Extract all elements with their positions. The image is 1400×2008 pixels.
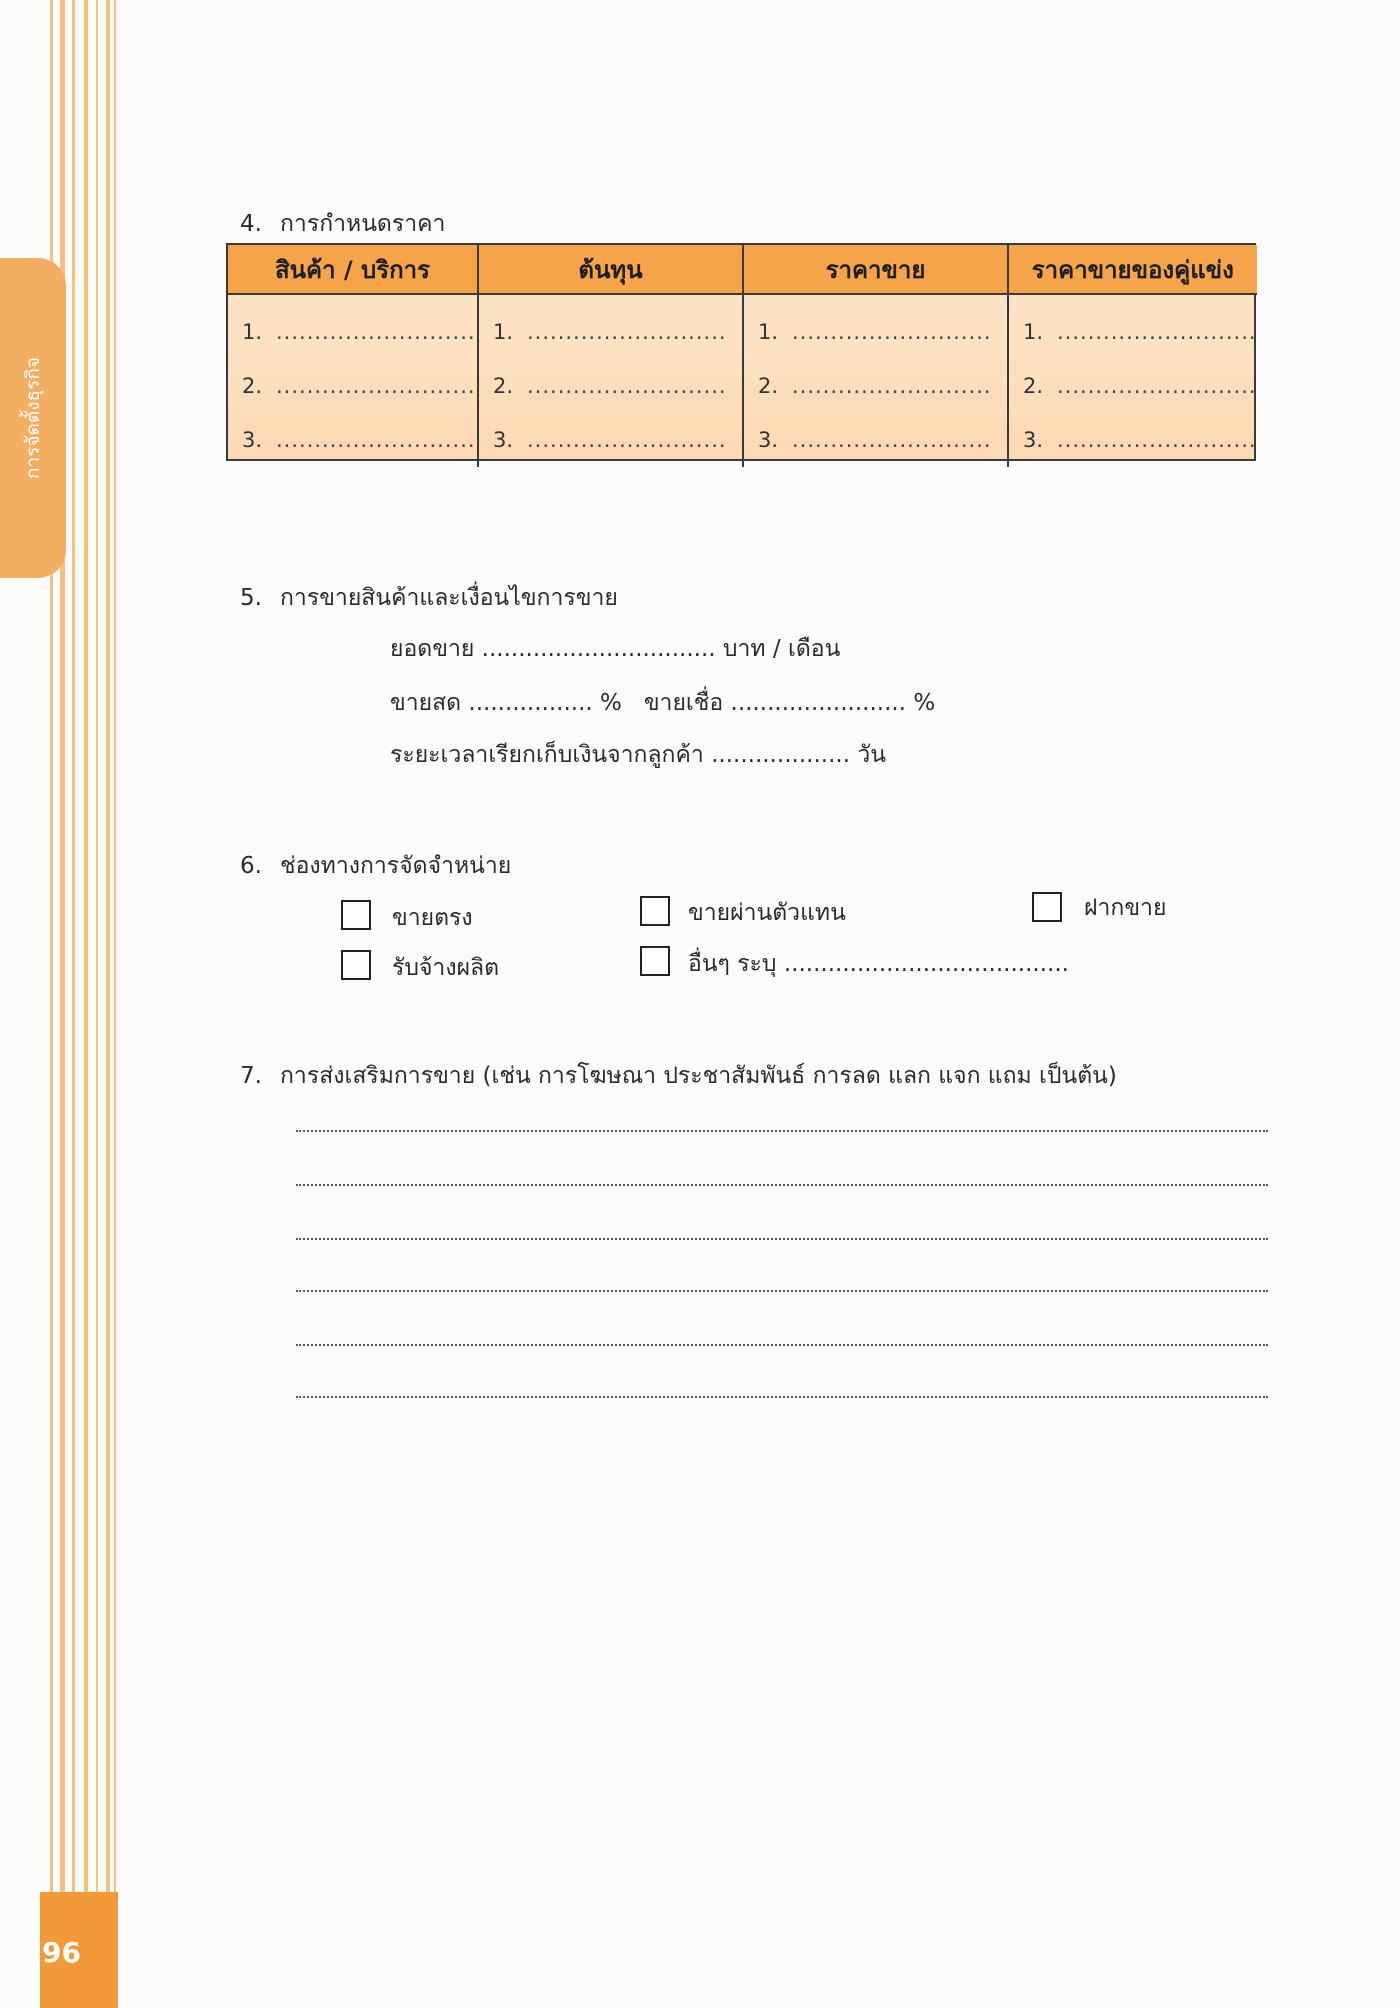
collection-blank[interactable]: ................... (711, 742, 851, 768)
table-row[interactable]: 2. .......................... (242, 374, 476, 398)
other-channel-checkbox[interactable] (640, 946, 670, 976)
column-product (228, 295, 479, 467)
collection-period-field[interactable] (390, 737, 886, 773)
column-competitor-price (1009, 295, 1257, 467)
cash-blank[interactable]: ................. (468, 690, 593, 716)
credit-percent: % (913, 690, 936, 716)
section-5-number: 5. (240, 585, 262, 611)
consignment-label: ฝากขาย (1084, 895, 1167, 921)
section-6-number: 6. (240, 853, 262, 879)
section-7-heading (240, 1058, 1117, 1094)
table-row[interactable]: 1. .......................... (758, 320, 992, 344)
section-5-heading (240, 580, 618, 616)
sales-unit: บาท / เดือน (722, 636, 841, 662)
contract-manufacturing-label: รับจ้างผลิต (392, 955, 500, 981)
consignment-checkbox[interactable] (1032, 892, 1062, 922)
page-number: 96 (42, 1936, 81, 1969)
table-row[interactable]: 3. .......................... (493, 428, 727, 452)
table-row[interactable]: 2. .......................... (493, 374, 727, 398)
column-price (744, 295, 1009, 467)
table-row[interactable]: 1. .......................... (1023, 320, 1257, 344)
table-row[interactable]: 1. .......................... (493, 320, 727, 344)
table-row[interactable]: 3. .......................... (1023, 428, 1257, 452)
promotion-answer-line[interactable] (296, 1394, 1268, 1398)
collection-unit: วัน (857, 742, 886, 768)
chapter-tab-label: การจัดตั้งธุรกิจ (22, 357, 44, 479)
credit-blank[interactable]: ........................ (730, 690, 906, 716)
section-6-title: ช่องทางการจัดจำหน่าย (280, 853, 512, 879)
pricing-table (226, 243, 1256, 461)
promotion-answer-line[interactable] (296, 1342, 1268, 1346)
promotion-answer-line[interactable] (296, 1182, 1268, 1186)
section-7-number: 7. (240, 1063, 262, 1089)
sales-blank[interactable]: ................................ (481, 636, 716, 662)
direct-sale-label: ขายตรง (392, 905, 473, 931)
contract-manufacturing-checkbox[interactable] (341, 950, 371, 980)
other-channel-blank[interactable]: ....................................... (783, 951, 1069, 977)
direct-sale-checkbox[interactable] (341, 900, 371, 930)
section-4-heading (240, 206, 445, 242)
section-5-title: การขายสินค้าและเงื่อนไขการขาย (280, 585, 618, 611)
table-row[interactable]: 3. .......................... (242, 428, 476, 452)
sales-label: ยอดขาย (390, 636, 475, 662)
section-7-title: การส่งเสริมการขาย (เช่น การโฆษณา ประชาสัมพันธ์ การลด แลก แจก แถม เป็นต้น) (280, 1063, 1117, 1089)
promotion-answer-line[interactable] (296, 1128, 1268, 1132)
section-6-heading (240, 848, 511, 884)
promotion-answer-line[interactable] (296, 1236, 1268, 1240)
cash-label: ขายสด (390, 690, 462, 716)
header-product: สินค้า / บริการ (228, 245, 479, 295)
header-cost: ต้นทุน (479, 245, 744, 295)
other-channel-label: อื่นๆ ระบุ (688, 951, 777, 977)
table-row[interactable]: 1. .......................... (242, 320, 476, 344)
credit-label: ขายเชื่อ (643, 690, 724, 716)
agent-sale-label: ขายผ่านตัวแทน (688, 900, 846, 926)
collection-label: ระยะเวลาเรียกเก็บเงินจากลูกค้า (390, 742, 704, 768)
sales-volume-field[interactable] (390, 631, 840, 667)
agent-sale-checkbox[interactable] (640, 896, 670, 926)
table-row[interactable]: 3. .......................... (758, 428, 992, 452)
cash-percent: % (600, 690, 622, 716)
other-channel-field[interactable] (688, 946, 1069, 982)
cash-credit-field[interactable] (390, 685, 935, 721)
section-4-number: 4. (240, 211, 262, 237)
header-competitor-price: ราคาขายของคู่แข่ง (1009, 245, 1257, 295)
section-4-title: การกำหนดราคา (280, 211, 446, 237)
header-price: ราคาขาย (744, 245, 1009, 295)
promotion-answer-line[interactable] (296, 1288, 1268, 1292)
column-cost (479, 295, 744, 467)
table-row[interactable]: 2. .......................... (758, 374, 992, 398)
table-row[interactable]: 2. .......................... (1023, 374, 1257, 398)
